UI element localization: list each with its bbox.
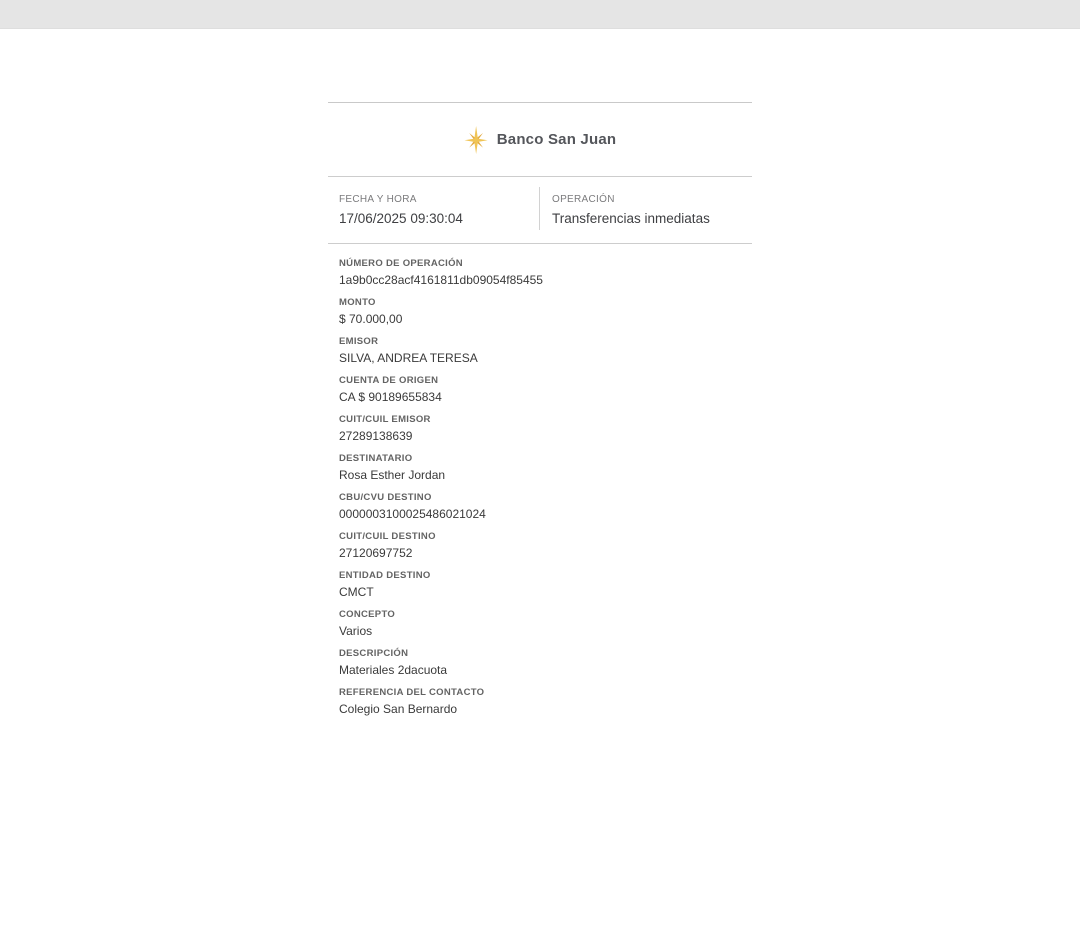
detail-value: Colegio San Bernardo [339, 702, 458, 716]
detail-row [339, 609, 752, 639]
detail-value: $ 70.000,00 [339, 312, 403, 326]
operacion-label: OPERACIÓN [552, 194, 615, 205]
top-bar [0, 0, 1080, 29]
transfer-receipt [328, 102, 752, 717]
detail-row [339, 297, 752, 327]
operacion-value: Transferencias inmediatas [552, 211, 710, 226]
detail-label: CUENTA DE ORIGEN [339, 375, 439, 386]
detail-row [339, 336, 752, 366]
detail-value: CMCT [339, 585, 374, 599]
fecha-y-hora-value: 17/06/2025 09:30:04 [339, 211, 463, 226]
bank-name: Banco San Juan [496, 131, 617, 148]
detail-value: Rosa Esther Jordan [339, 468, 446, 482]
detail-label: DESTINATARIO [339, 453, 413, 464]
detail-value: SILVA, ANDREA TERESA [339, 351, 478, 365]
fecha-y-hora-field [328, 177, 539, 243]
detail-row [339, 258, 752, 288]
detail-label: DESCRIPCIÓN [339, 648, 409, 659]
detail-value: 1a9b0cc28acf4161811db09054f85455 [339, 273, 543, 287]
summary-row [328, 176, 752, 244]
detail-value: Varios [339, 624, 373, 638]
detail-value: CA $ 90189655834 [339, 390, 442, 404]
detail-row [339, 375, 752, 405]
detail-label: ENTIDAD DESTINO [339, 570, 431, 581]
detail-label: REFERENCIA DEL CONTACTO [339, 687, 485, 698]
details-list [328, 244, 752, 717]
detail-label: MONTO [339, 297, 376, 308]
detail-value: 0000003100025486021024 [339, 507, 486, 521]
detail-label: NÚMERO DE OPERACIÓN [339, 258, 463, 269]
detail-value: Materiales 2dacuota [339, 663, 448, 677]
detail-value: 27289138639 [339, 429, 413, 443]
detail-row [339, 570, 752, 600]
detail-label: CONCEPTO [339, 609, 396, 620]
detail-label: EMISOR [339, 336, 379, 347]
detail-label: CUIT/CUIL DESTINO [339, 531, 436, 542]
detail-row [339, 687, 752, 717]
operacion-field [540, 177, 752, 243]
detail-label: CBU/CVU DESTINO [339, 492, 432, 503]
detail-row [339, 453, 752, 483]
detail-row [339, 414, 752, 444]
receipt-header [328, 102, 752, 176]
fecha-y-hora-label: FECHA Y HORA [339, 194, 417, 205]
detail-label: CUIT/CUIL EMISOR [339, 414, 431, 425]
sparkle-star-icon [464, 126, 488, 154]
detail-value: 27120697752 [339, 546, 413, 560]
bank-logo [464, 126, 617, 154]
detail-row [339, 531, 752, 561]
detail-row [339, 648, 752, 678]
detail-row [339, 492, 752, 522]
